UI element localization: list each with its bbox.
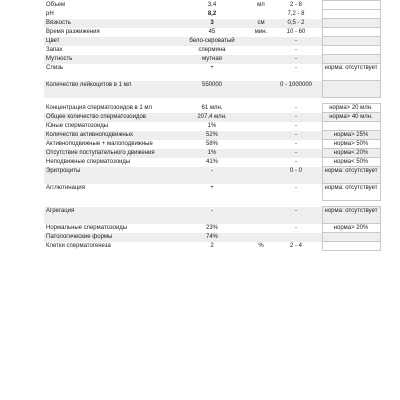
parameter-value: 23% (205, 224, 218, 231)
table-row (44, 167, 380, 184)
reference-range: 7,2 - 8 (287, 10, 305, 17)
parameter-value: спермина (198, 46, 226, 53)
reference-range: - (295, 46, 297, 53)
parameter-name: Клетки сперматогенеза (46, 242, 111, 249)
norm-note: норма< 20% (322, 149, 380, 158)
norm-note: норма< 50% (322, 158, 380, 167)
parameter-value: бело-сероватый (176, 37, 248, 46)
reference-range: 0 - 0 (274, 167, 318, 184)
norm-note: норма: отсутствует (322, 167, 380, 184)
table-row (44, 224, 380, 233)
parameter-value: 3 (176, 19, 248, 28)
parameter-name: Юные сперматозоиды (46, 122, 109, 129)
norm-note: норма> 20 млн. (322, 104, 380, 113)
norm-note (322, 233, 380, 242)
reference-range: - (274, 37, 318, 46)
norm-note (322, 28, 380, 37)
parameter-unit (248, 167, 274, 184)
parameter-name: Объем (46, 1, 66, 8)
parameter-value: 1% (207, 122, 217, 129)
parameter-name: Цвет (44, 37, 176, 46)
table-row (44, 158, 380, 167)
parameter-value: + (210, 64, 214, 71)
reference-range: - (274, 207, 318, 224)
parameter-unit (248, 149, 274, 158)
parameter-name: Время разжижения (46, 28, 100, 35)
norm-note: норма> 20% (322, 224, 380, 233)
reference-range: 2 - 8 (289, 1, 302, 8)
parameter-value: + (210, 184, 214, 191)
parameter-name: Неподвижные сперматозоиды (46, 158, 131, 165)
parameter-value: 2 (210, 242, 214, 249)
table-row (44, 207, 380, 224)
table-row (44, 140, 380, 149)
reference-range: - (295, 122, 297, 129)
parameter-unit (248, 46, 274, 55)
parameter-unit (248, 224, 274, 233)
parameter-unit: см (248, 19, 274, 28)
table-row (44, 81, 380, 98)
norm-note (322, 242, 380, 251)
norm-note (322, 10, 380, 19)
norm-note: норма> 40 млн. (322, 113, 380, 122)
parameter-name: Мутность (44, 55, 176, 64)
table-body (44, 1, 380, 251)
table-row (44, 104, 380, 113)
parameter-value: 550000 (176, 81, 248, 98)
norm-note (322, 19, 380, 28)
reference-range: - (295, 140, 297, 147)
parameter-value: 52% (176, 131, 248, 140)
norm-note: норма> 25% (322, 131, 380, 140)
norm-note: норма> 50% (322, 140, 380, 149)
norm-note (322, 46, 380, 55)
parameter-value: 58% (205, 140, 218, 147)
parameter-unit (248, 37, 274, 46)
parameter-value: - (176, 207, 248, 224)
table-row (44, 242, 380, 251)
table-row (44, 46, 380, 55)
parameter-value: 61 млн. (201, 104, 223, 111)
reference-range: - (274, 55, 318, 64)
reference-range: - (295, 104, 297, 111)
reference-range: - (274, 149, 318, 158)
parameter-value: 8,2 (207, 10, 217, 17)
parameter-unit (248, 10, 274, 19)
norm-note: норма: отсутствует (322, 64, 380, 81)
norm-note (322, 55, 380, 64)
parameter-name: Патологические формы (44, 233, 176, 242)
parameter-value: 41% (205, 158, 218, 165)
table-row (44, 113, 380, 122)
norm-note: норма: отсутствует (322, 184, 380, 201)
norm-note (322, 1, 380, 10)
norm-note (322, 122, 380, 131)
parameter-name: pH (46, 10, 54, 17)
parameter-unit (248, 140, 274, 149)
table-row (44, 233, 380, 242)
parameter-name: Агрегация (44, 207, 176, 224)
parameter-unit (248, 184, 274, 201)
parameter-value: - (176, 167, 248, 184)
norm-note (322, 37, 380, 46)
parameter-name: Нормальные сперматозоиды (46, 224, 128, 231)
parameter-name: Агглютинация (46, 184, 85, 191)
table-row (44, 149, 380, 158)
parameter-unit (248, 207, 274, 224)
table-row (44, 131, 380, 140)
reference-range: - (274, 113, 318, 122)
reference-range: 2 - 4 (289, 242, 302, 249)
parameter-unit (248, 233, 274, 242)
norm-note (322, 81, 380, 98)
table-row (44, 64, 380, 81)
reference-range: 0 - 1000000 (274, 81, 318, 98)
parameter-unit: мин. (254, 28, 268, 35)
parameter-name: Концентрация сперматозоидов в 1 мл (46, 104, 153, 111)
reference-range: 10 - 60 (286, 28, 306, 35)
parameter-unit: мл (257, 1, 265, 8)
parameter-unit (248, 122, 274, 131)
parameter-value: 74% (176, 233, 248, 242)
table-row (44, 55, 380, 64)
parameter-name: Количество лейкоцитов в 1 мл (44, 81, 176, 98)
table-row (44, 122, 380, 131)
parameter-name: Слизь (46, 64, 64, 71)
table-row (44, 10, 380, 19)
parameter-unit: % (258, 242, 264, 249)
semen-analysis-table (44, 0, 381, 251)
parameter-value: мутная (176, 55, 248, 64)
parameter-unit (248, 81, 274, 98)
reference-range: 0,5 - 2 (274, 19, 318, 28)
parameter-name: Активноподвижные + малоподвижные (46, 140, 153, 147)
parameter-unit (248, 104, 274, 113)
table-row (44, 28, 380, 37)
parameter-unit (248, 113, 274, 122)
table-row (44, 184, 380, 201)
parameter-value: 45 (208, 28, 216, 35)
reference-range: - (295, 158, 297, 165)
parameter-unit (248, 158, 274, 167)
reference-range: - (274, 131, 318, 140)
parameter-unit (248, 55, 274, 64)
parameter-name: Количество активноподвижных (44, 131, 176, 140)
table-row (44, 1, 380, 10)
parameter-name: Отсутствие поступательного движения (44, 149, 176, 158)
reference-range: - (295, 64, 297, 71)
parameter-value: 1% (176, 149, 248, 158)
parameter-name: Эритроциты (44, 167, 176, 184)
reference-range (274, 233, 318, 242)
parameter-name: Запах (46, 46, 63, 53)
norm-note: норма: отсутствует (322, 207, 380, 224)
parameter-value: 207,4 млн. (176, 113, 248, 122)
parameter-name: Общее количество сперматозоидов (44, 113, 176, 122)
reference-range: - (295, 184, 297, 191)
parameter-value: 3,4 (207, 1, 217, 8)
table-row (44, 19, 380, 28)
parameter-unit (248, 64, 274, 81)
table-row (44, 37, 380, 46)
reference-range: - (295, 224, 297, 231)
parameter-name: Вязкость (44, 19, 176, 28)
parameter-unit (248, 131, 274, 140)
